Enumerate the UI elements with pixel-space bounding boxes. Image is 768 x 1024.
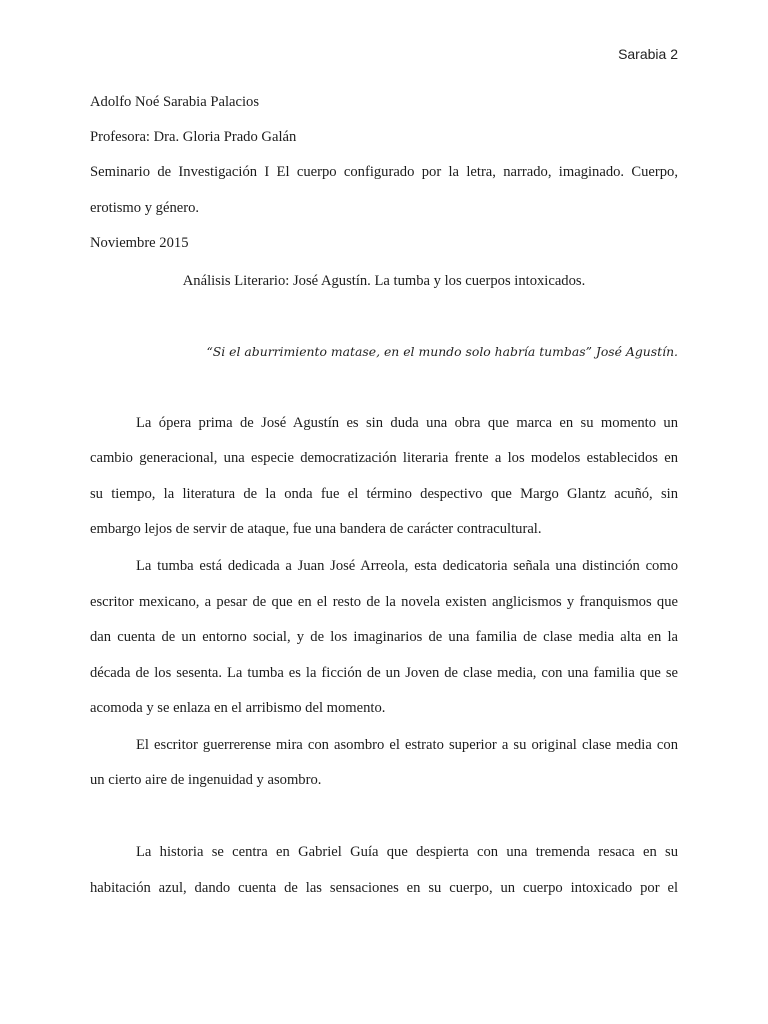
running-head: Sarabia 2 — [618, 46, 678, 62]
paragraph-2-line-3: dan cuenta de un entorno social, y de los imaginarios de una familia de clase media alta en la — [90, 629, 678, 645]
paragraph-1-line-3: su tiempo, la literatura de la onda fue el término despectivo que Margo Glantz acuñó, sin — [90, 486, 678, 502]
paragraph-2-line-4: década de los sesenta. La tumba es la ficción de un Joven de clase media, con una familia que se — [90, 665, 678, 681]
paragraph-1-line-4: embargo lejos de servir de ataque, fue una bandera de carácter contracultural. — [90, 521, 542, 537]
paper-title: Análisis Literario: José Agustín. La tumba y los cuerpos intoxicados. — [182, 273, 586, 289]
paragraph-1-line-1: La ópera prima de José Agustín es sin duda una obra que marca en su momento un — [136, 415, 678, 431]
paragraph-2-line-1: La tumba está dedicada a Juan José Arreola, esta dedicatoria señala una distinción como — [136, 558, 678, 574]
paragraph-2-line-2: escritor mexicano, a pesar de que en el resto de la novela existen anglicismos y franquismos que — [90, 594, 678, 610]
paragraph-2-line-5: acomoda y se enlaza en el arribismo del momento. — [90, 700, 386, 716]
professor-name: Profesora: Dra. Gloria Prado Galán — [90, 129, 297, 145]
course-line-1: Seminario de Investigación I El cuerpo configurado por la letra, narrado, imaginado. Cuerpo, — [90, 164, 678, 180]
paragraph-3-line-1: El escritor guerrerense mira con asombro el estrato superior a su original clase media con — [136, 737, 678, 753]
paragraph-4-line-1: La historia se centra en Gabriel Guía que despierta con una tremenda resaca en su — [136, 844, 678, 860]
paragraph-1-line-2: cambio generacional, una especie democratización literaria frente a los modelos establecidos en — [90, 450, 678, 466]
paragraph-4-line-2: habitación azul, dando cuenta de las sensaciones en su cuerpo, un cuerpo intoxicado por el — [90, 880, 678, 896]
course-line-2: erotismo y género. — [90, 200, 200, 216]
date: Noviembre 2015 — [90, 235, 189, 251]
author-name: Adolfo Noé Sarabia Palacios — [90, 94, 259, 110]
paragraph-3-line-2: un cierto aire de ingenuidad y asombro. — [90, 772, 322, 788]
epigraph: “Si el aburrimiento matase, en el mundo solo habría tumbas” José Agustín. — [206, 344, 678, 359]
